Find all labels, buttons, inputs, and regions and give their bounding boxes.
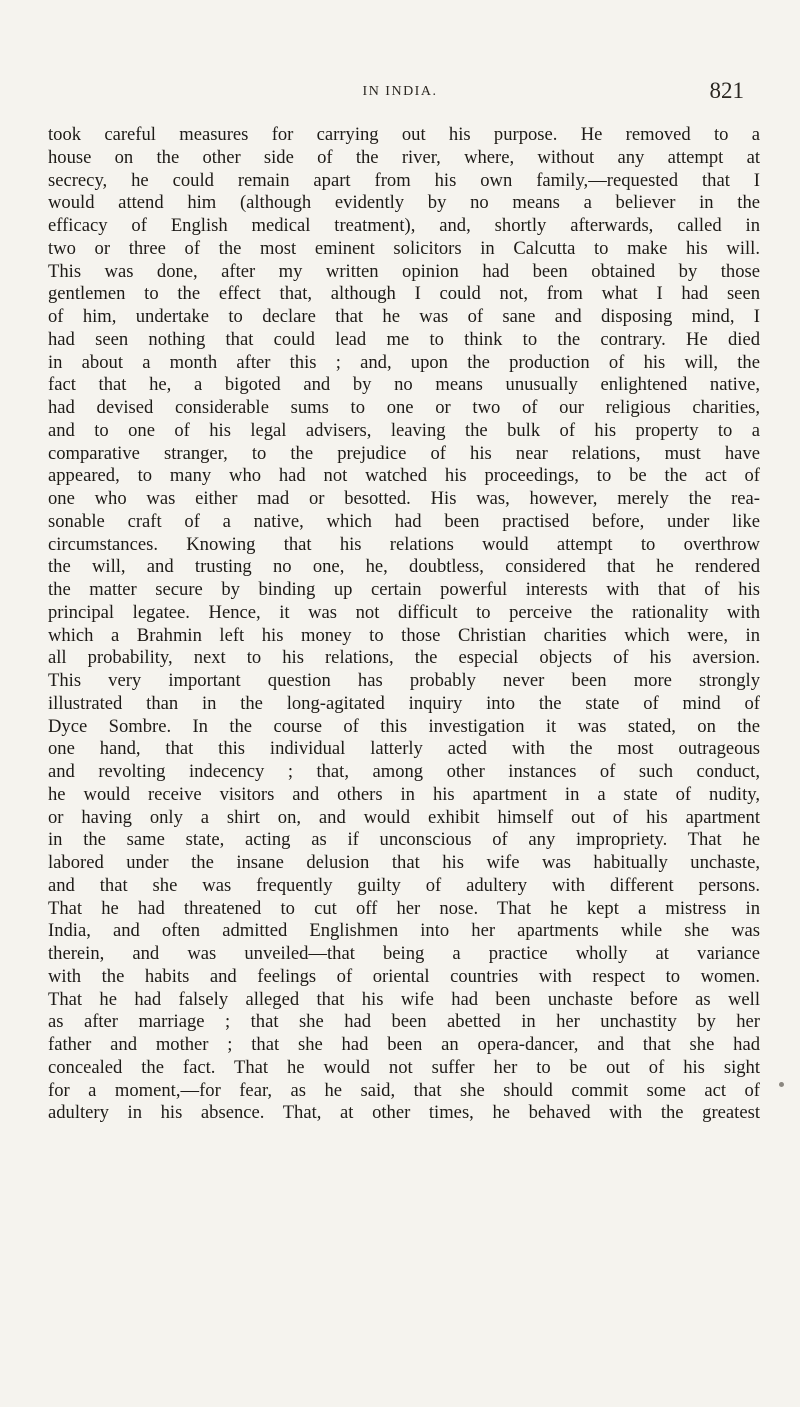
- body-text: [48, 124, 760, 1125]
- text-line: father and mother ; that she had been an opera-dancer, and that she had: [48, 1034, 760, 1055]
- text-line: one who was either mad or besotted. His was, however, merely the rea-: [48, 488, 760, 509]
- text-line: labored under the insane delusion that his wife was habitually unchaste,: [48, 852, 760, 873]
- text-line: had seen nothing that could lead me to think to the contrary. He died: [48, 328, 760, 350]
- text-line: appeared, to many who had not watched his proceedings, to be the act of: [48, 465, 760, 487]
- text-line: and to one of his legal advisers, leaving the bulk of his property to a: [48, 419, 760, 441]
- text-line: and revolting indecency ; that, among other instances of such conduct,: [48, 761, 760, 782]
- text-line: for a moment,—for fear, as he said, that she should commit some act of: [48, 1079, 760, 1101]
- text-line: of him, undertake to declare that he was of sane and disposing mind, I: [48, 306, 760, 327]
- text-line: therein, and was unveiled—that being a practice wholly at variance: [48, 943, 760, 964]
- text-line: secrecy, he could remain apart from his own family,—requested that I: [48, 169, 760, 191]
- text-line: That he had threatened to cut off her nose. That he kept a mistress in: [48, 897, 760, 919]
- running-title: IN INDIA.: [362, 84, 438, 99]
- text-line: fact that he, a bigoted and by no means unusually enlightened native,: [48, 374, 760, 396]
- text-line: concealed the fact. That he would not suffer her to be out of his sight: [48, 1056, 760, 1078]
- text-line: took careful measures for carrying out his purpose. He removed to a: [48, 124, 760, 145]
- text-line: two or three of the most eminent solicitors in Calcutta to make his will.: [48, 237, 760, 259]
- text-line: with the habits and feelings of oriental countries with respect to women.: [48, 965, 760, 987]
- text-line: That he had falsely alleged that his wife had been unchaste before as well: [48, 988, 760, 1010]
- text-line: circumstances. Knowing that his relations would attempt to overthrow: [48, 533, 760, 555]
- text-line: as after marriage ; that she had been abetted in her unchastity by her: [48, 1011, 760, 1033]
- text-line: sonable craft of a native, which had been practised before, under like: [48, 510, 760, 532]
- text-line: This was done, after my written opinion had been obtained by those: [48, 260, 760, 282]
- text-line: all probability, next to his relations, the especial objects of his aversion.: [48, 647, 760, 669]
- text-line: comparative stranger, to the prejudice of his near relations, must have: [48, 442, 760, 464]
- running-head: [0, 78, 800, 106]
- text-line: house on the other side of the river, where, without any attempt at: [48, 146, 760, 168]
- text-line: This very important question has probably never been more strongly: [48, 670, 760, 691]
- text-line: which a Brahmin left his money to those Christian charities which were, in: [48, 624, 760, 646]
- text-line: he would receive visitors and others in his apartment in a state of nudity,: [48, 783, 760, 805]
- scan-speck: [779, 1082, 784, 1087]
- text-line: in about a month after this ; and, upon the production of his will, the: [48, 351, 760, 373]
- text-line: efficacy of English medical treatment), and, shortly afterwards, called in: [48, 215, 760, 236]
- text-line: the matter secure by binding up certain powerful interests with that of his: [48, 579, 760, 600]
- text-line: illustrated than in the long-agitated inquiry into the state of mind of: [48, 692, 760, 714]
- text-line: Dyce Sombre. In the course of this investigation it was stated, on the: [48, 715, 760, 737]
- text-line: one hand, that this individual latterly acted with the most outrageous: [48, 738, 760, 760]
- text-line: would attend him (although evidently by no means a believer in the: [48, 192, 760, 214]
- text-line: the will, and trusting no one, he, doubtless, considered that he rendered: [48, 556, 760, 578]
- text-line: or having only a shirt on, and would exhibit himself out of his apartment: [48, 806, 760, 828]
- text-line: India, and often admitted Englishmen into her apartments while she was: [48, 920, 760, 942]
- page-number: 821: [709, 78, 744, 103]
- text-line: principal legatee. Hence, it was not difficult to perceive the rationality with: [48, 601, 760, 623]
- text-line: and that she was frequently guilty of adultery with different persons.: [48, 874, 760, 896]
- text-line: adultery in his absence. That, at other times, he behaved with the greatest: [48, 1102, 760, 1124]
- text-line: had devised considerable sums to one or two of our religious charities,: [48, 397, 760, 418]
- text-line: gentlemen to the effect that, although I could not, from what I had seen: [48, 283, 760, 305]
- text-line: in the same state, acting as if unconscious of any impropriety. That he: [48, 829, 760, 851]
